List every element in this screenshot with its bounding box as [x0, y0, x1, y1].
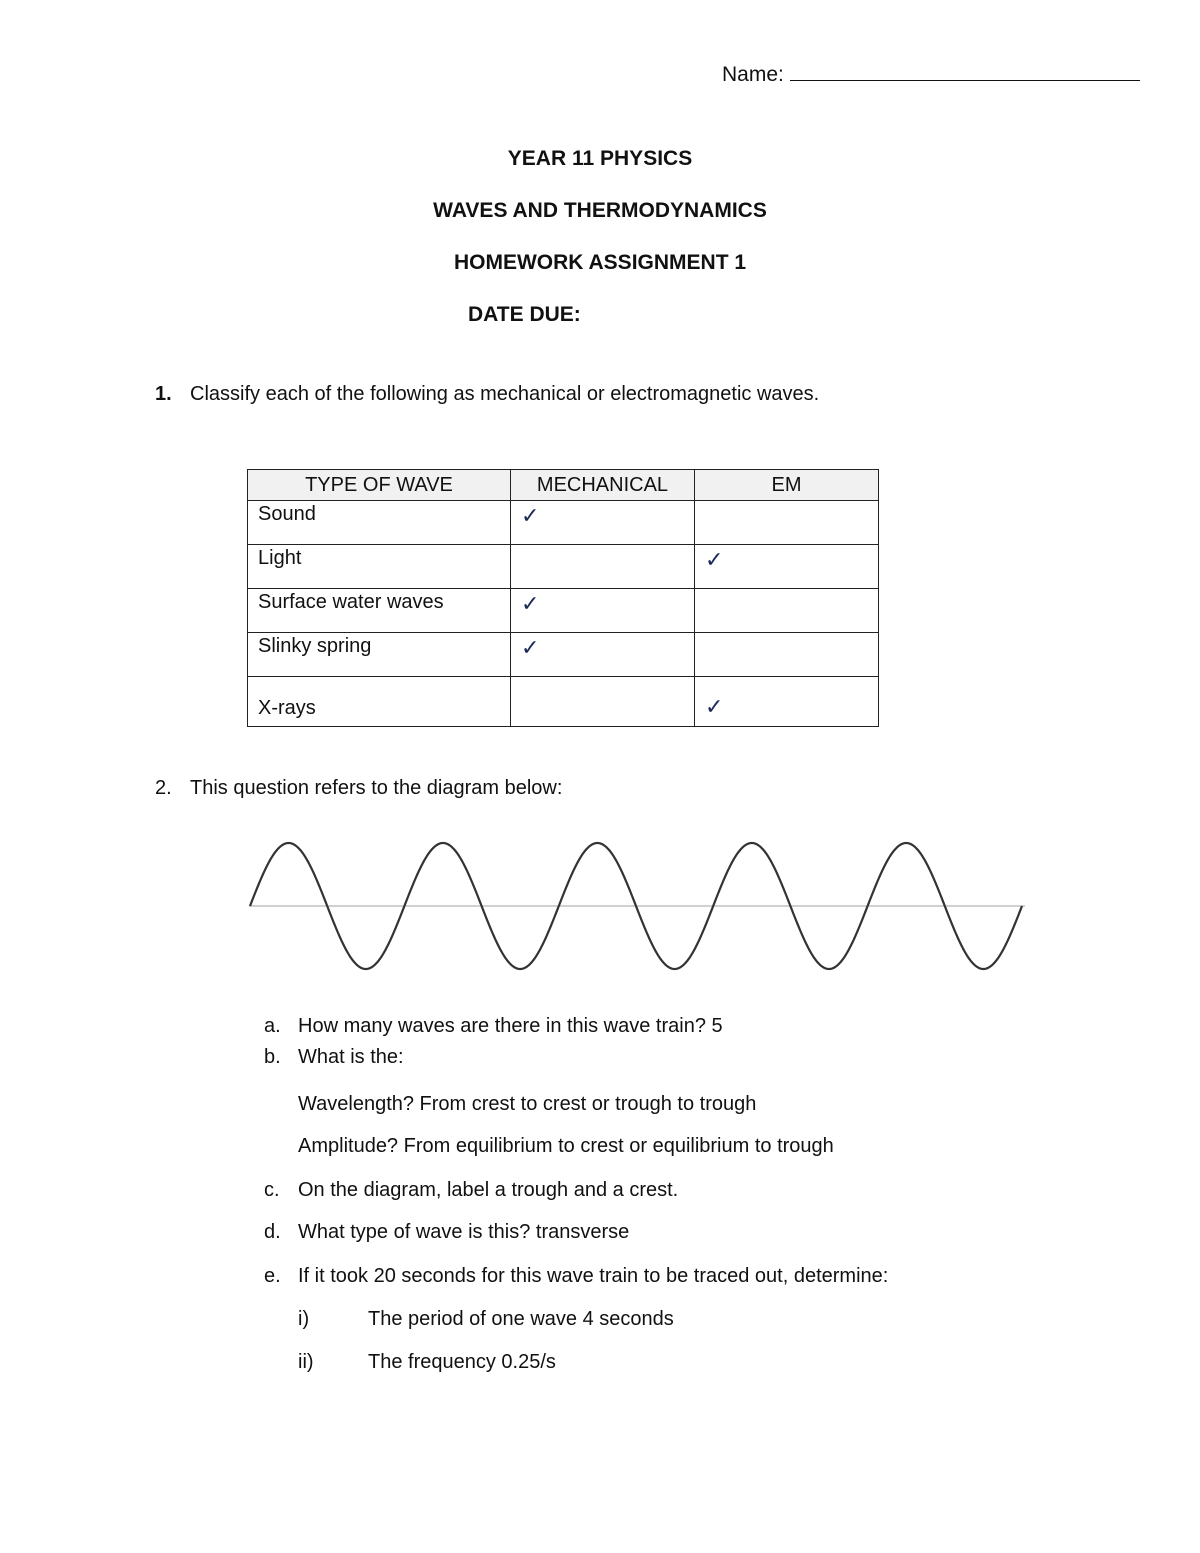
name-field [722, 62, 1140, 87]
cell-mechanical-check: ✓ [511, 633, 695, 677]
transverse-wave-diagram [245, 832, 1030, 977]
part-e-letter: e. [264, 1265, 281, 1287]
cell-mechanical-check: ✓ [511, 589, 695, 633]
part-c [264, 1179, 678, 1202]
cell-type: Sound [248, 501, 511, 545]
part-a-text: How many waves are there in this wave train? 5 [298, 1015, 723, 1037]
part-c-letter: c. [264, 1179, 280, 1201]
question-2 [155, 777, 562, 800]
table-header-row [248, 470, 879, 501]
part-b-letter: b. [264, 1046, 281, 1068]
cell-mechanical-check [511, 677, 695, 727]
cell-type: Surface water waves [248, 589, 511, 633]
cell-type: X-rays [248, 677, 511, 727]
cell-mechanical-check [511, 545, 695, 589]
cell-em-check: ✓ [695, 677, 879, 727]
part-c-text: On the diagram, label a trough and a crest. [298, 1179, 679, 1201]
part-e-i-text: The period of one wave 4 seconds [368, 1308, 674, 1330]
question-1-number: 1. [155, 383, 172, 405]
cell-type: Light [248, 545, 511, 589]
table-row [248, 677, 879, 727]
part-e-i-label: i) [298, 1308, 310, 1330]
title-date-due: DATE DUE: [468, 303, 581, 326]
part-e-i [298, 1308, 674, 1331]
part-e-ii-label: ii) [298, 1351, 314, 1373]
header-mechanical: MECHANICAL [511, 470, 695, 501]
table-row [248, 633, 879, 677]
part-e [264, 1265, 888, 1288]
title-assignment: HOMEWORK ASSIGNMENT 1 [453, 251, 747, 274]
part-b-amplitude: Amplitude? From equilibrium to crest or equilibrium to trough [298, 1135, 834, 1157]
part-b-wavelength: Wavelength? From crest to crest or trough to trough [298, 1093, 757, 1115]
part-e-text: If it took 20 seconds for this wave train to be traced out, determine: [298, 1265, 889, 1287]
name-blank-line[interactable] [790, 62, 1140, 81]
question-2-number: 2. [155, 777, 172, 799]
header-em: EM [695, 470, 879, 501]
cell-mechanical-check: ✓ [511, 501, 695, 545]
part-d-letter: d. [264, 1221, 281, 1243]
part-e-ii [298, 1351, 556, 1374]
cell-em-check [695, 633, 879, 677]
part-d-text: What type of wave is this? transverse [298, 1221, 630, 1243]
wave-classification-table [247, 469, 879, 727]
header-type-of-wave: TYPE OF WAVE [248, 470, 511, 501]
part-e-ii-text: The frequency 0.25/s [368, 1351, 556, 1373]
part-d [264, 1221, 629, 1244]
cell-em-check [695, 589, 879, 633]
cell-type: Slinky spring [248, 633, 511, 677]
part-a-letter: a. [264, 1015, 281, 1037]
title-unit: WAVES AND THERMODYNAMICS [433, 199, 767, 222]
part-b [264, 1046, 404, 1069]
question-1 [155, 383, 819, 406]
cell-em-check [695, 501, 879, 545]
name-label: Name: [722, 63, 784, 86]
cell-em-check: ✓ [695, 545, 879, 589]
part-b-text: What is the: [298, 1046, 404, 1068]
title-year: YEAR 11 PHYSICS [507, 147, 693, 170]
part-a [264, 1015, 723, 1038]
question-2-text: This question refers to the diagram below: [190, 777, 563, 799]
table-row [248, 545, 879, 589]
table-row [248, 501, 879, 545]
table-row [248, 589, 879, 633]
question-1-text: Classify each of the following as mechanical or electromagnetic waves. [190, 383, 820, 405]
